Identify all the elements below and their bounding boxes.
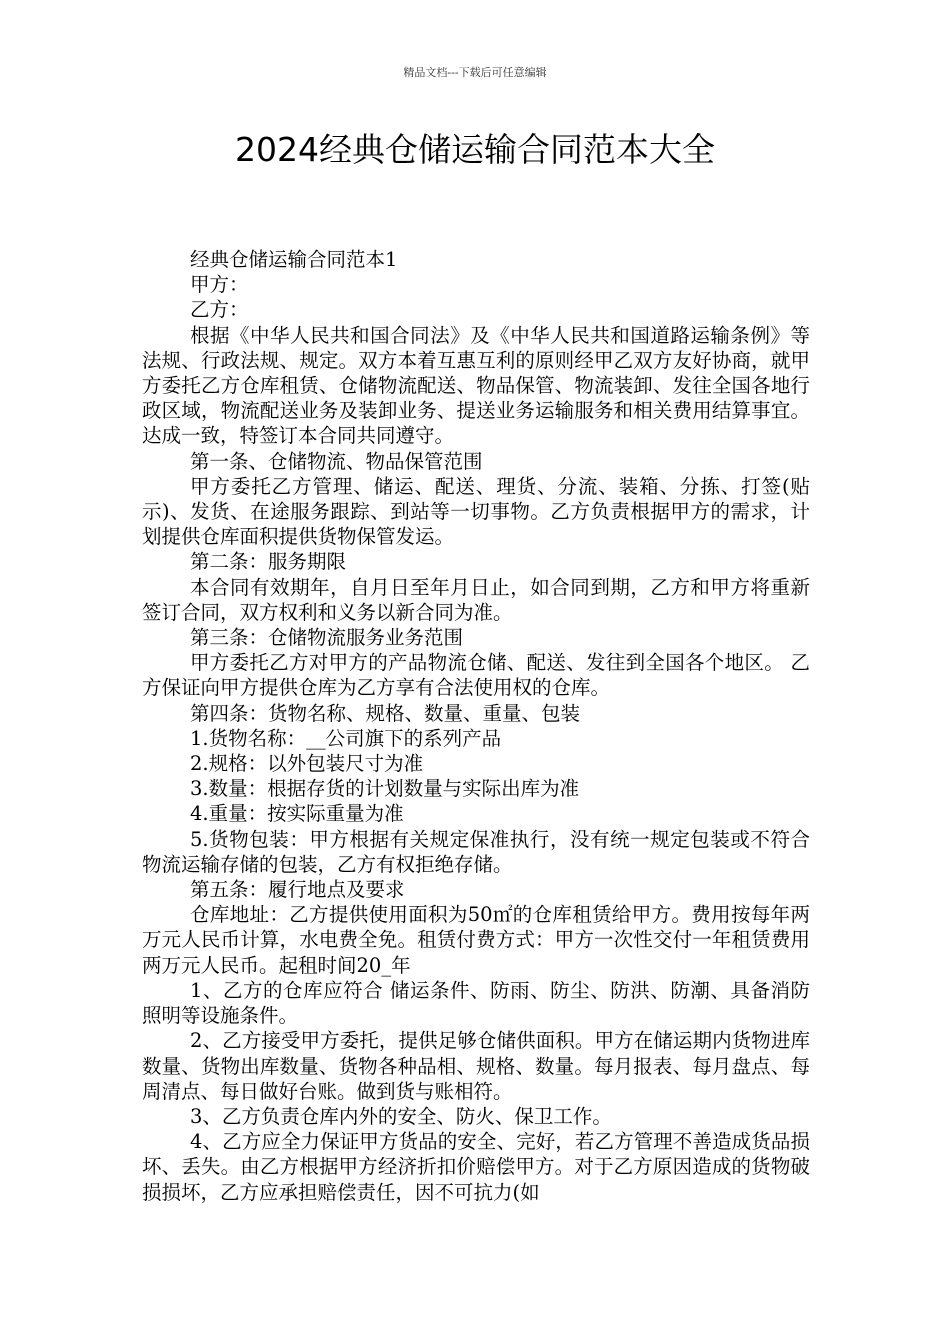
paragraph: 第三条：仓储物流服务业务范围: [190, 626, 464, 650]
document-title: 2024经典仓储运输合同范本大全: [235, 130, 715, 169]
paragraph: 2、乙方接受甲方委托，提供足够仓储供面积。甲方在储运期内货物进库数量、货物出库数量、货物各种品相、规格、数量。每月报表、每月盘点、每周清点、每日做好台账。做到货与账相符。: [142, 1029, 810, 1103]
paragraph: 5.货物包装：甲方根据有关规定保准执行，没有统一规定包装或不符合物流运输存储的包装，乙方有权拒绝存储。: [142, 827, 810, 876]
paragraph: 1.货物名称：__公司旗下的系列产品: [190, 726, 502, 750]
paragraph: 甲方委托乙方管理、储运、配送、理货、分流、装箱、分拣、打签(贴示)、发货、在途服务跟踪、到站等一切事物。乙方负责根据甲方的需求，计划提供仓库面积提供货物保管发运。: [142, 474, 810, 549]
paragraph: 经典仓储运输合同范本1: [190, 248, 398, 271]
paragraph: 仓库地址：乙方提供使用面积为50㎡的仓库租赁给甲方。费用按每年两万元人民币计算，水电费全免。租赁付费方式：甲方一次性交付一年租赁费用两万元人民币。起租时间20_年: [142, 903, 810, 977]
document-body: [142, 247, 810, 1205]
paragraph: 第二条：服务期限: [190, 550, 347, 574]
paragraph: 第五条：履行地点及要求: [190, 878, 405, 902]
paragraph: 甲方委托乙方对甲方的产品物流仓储、配送、发往到全国各个地区。 乙方保证向甲方提供仓库为乙方享有合法使用权的仓库。: [142, 651, 810, 700]
paragraph: 第四条：货物名称、规格、数量、重量、包装: [190, 701, 581, 725]
page-header: 精品文档---下载后可任意编辑: [403, 66, 547, 79]
paragraph: 甲方：: [190, 273, 249, 297]
paragraph: 2.规格：以外包装尺寸为准: [190, 752, 424, 776]
paragraph: 1、乙方的仓库应符合 储运条件、防雨、防尘、防洪、防潮、具备消防照明等设施条件。: [142, 978, 810, 1028]
paragraph: 4、乙方应全力保证甲方货品的安全、完好，若乙方管理不善造成货品损坏、丢失。由乙方根据甲方经济折扣价赔偿甲方。对于乙方原因造成的货物破损损坏，乙方应承担赔偿责任，因不可抗力(如: [142, 1130, 810, 1204]
paragraph: 乙方：: [190, 298, 249, 322]
paragraph: 4.重量：按实际重量为准: [190, 802, 404, 826]
paragraph: 本合同有效期年，自月日至年月日止，如合同到期，乙方和甲方将重新签订合同，双方权利和义务以新合同为准。: [142, 575, 810, 624]
paragraph: 根据《中华人民共和国合同法》及《中华人民共和国道路运输条例》等法规、行政法规、规定。双方本着互惠互利的原则经甲乙双方友好协商，就甲方委托乙方仓库租赁、仓储物流配送、物品保管、物流装卸、发往全国各地行政区域，物流配送业务及装卸业务、提送业务运输服务和相关费用结算事宜。达成一致，特签订本合同共同遵守。: [142, 323, 810, 448]
paragraph: 3、乙方负责仓库内外的安全、防火、保卫工作。: [190, 1104, 612, 1128]
paragraph: 第一条、仓储物流、物品保管范围: [190, 449, 483, 473]
paragraph: 3.数量：根据存货的计划数量与实际出库为准: [190, 777, 580, 801]
